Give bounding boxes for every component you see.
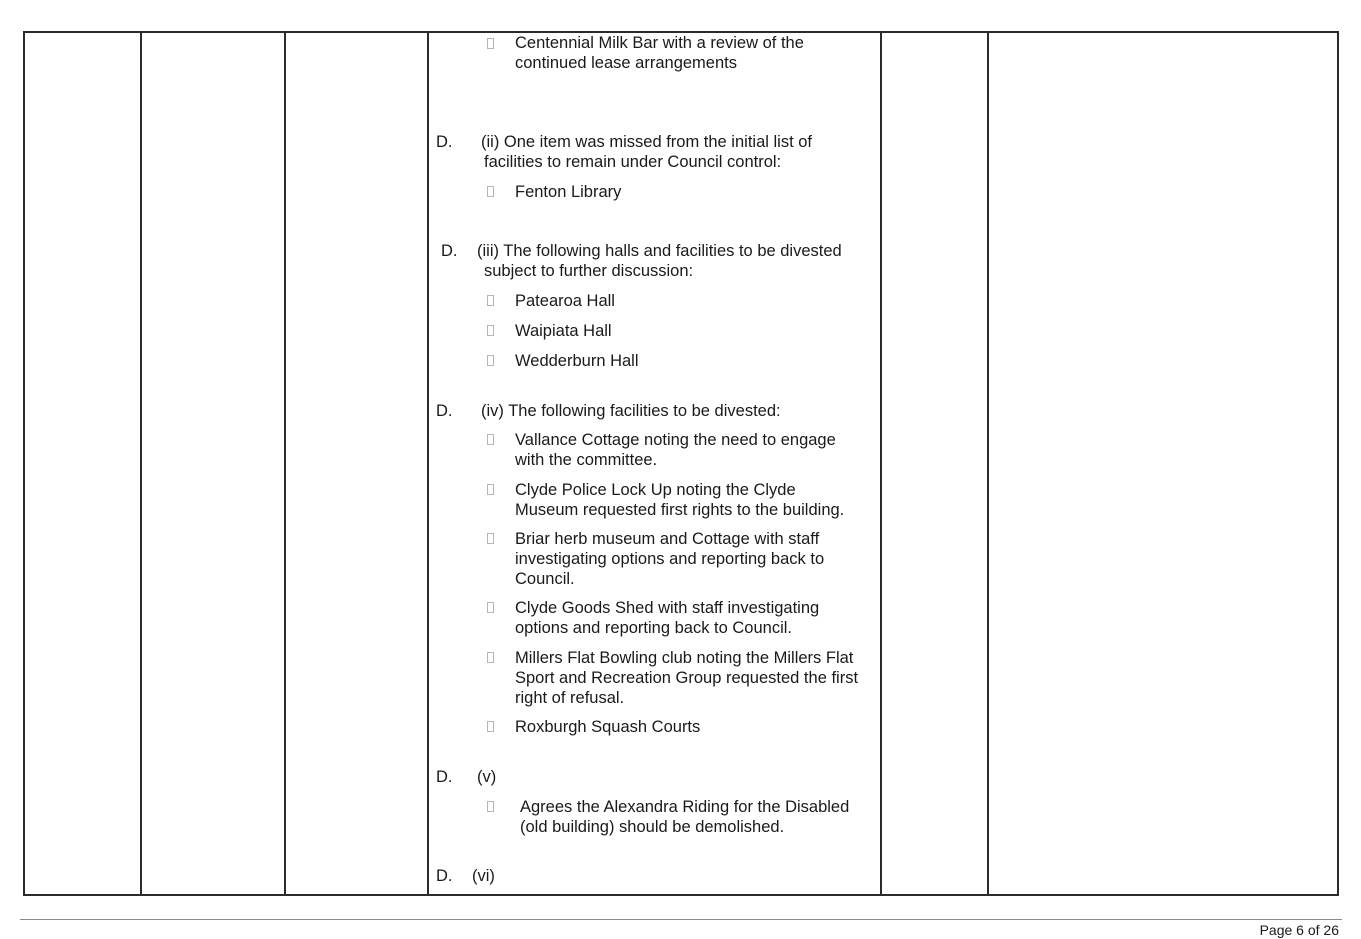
bullet-text: Briar herb museum and Cottage with staff [515,530,820,548]
bullet-text: continued lease arrangements [515,54,737,72]
bullet-text: Millers Flat Bowling club noting the Millers Flat [515,649,854,667]
section-marker: D. [436,768,453,786]
section-heading: (vi) [472,867,495,885]
section-heading: (iv) The following facilities to be divested: [481,402,781,420]
bullet-box-icon [487,652,494,663]
section-heading: (ii) One item was missed from the initial list of [481,133,813,151]
section-heading: (v) [477,768,497,786]
bullet-text: Patearoa Hall [515,292,615,310]
section-heading: (iii) The following halls and facilities to be divested [477,242,842,260]
bullet-text: Waipiata Hall [515,322,612,340]
bullet-box-icon [487,484,494,495]
bullet-text: investigating options and reporting back to [515,550,825,568]
bullet-box-icon [487,295,494,306]
bullet-text: with the committee. [515,451,658,469]
bullet-box-icon [487,721,494,732]
bullet-box-icon [487,38,494,49]
bullet-text: Roxburgh Squash Courts [515,718,701,736]
bullet-text: Agrees the Alexandra Riding for the Disabled [520,798,850,816]
bullet-text: Clyde Goods Shed with staff investigating [515,599,820,617]
bullet-text: Council. [515,570,575,588]
bullet-text: (old building) should be demolished. [520,818,785,836]
section-marker: D. [436,133,453,151]
bullet-text: options and reporting back to Council. [515,619,793,637]
bullet-text: Sport and Recreation Group requested the first [515,669,859,687]
section-heading: facilities to remain under Council control: [484,153,782,171]
bullet-box-icon [487,325,494,336]
bullet-box-icon [487,355,494,366]
bullet-text: Fenton Library [515,183,622,201]
page-number: Page 6 of 26 [1259,922,1339,938]
bullet-box-icon [487,533,494,544]
bullet-box-icon [487,801,494,812]
section-heading: subject to further discussion: [484,262,694,280]
bullet-text: Vallance Cottage noting the need to engage [515,431,836,449]
bullet-text: Centennial Milk Bar with a review of the [515,34,804,52]
bullet-text: right of refusal. [515,689,625,707]
bullet-box-icon [487,434,494,445]
section-marker: D. [436,402,453,420]
section-marker: D. [436,867,453,885]
section-marker: D. [441,242,458,260]
bullet-text: Wedderburn Hall [515,352,639,370]
bullet-box-icon [487,186,494,197]
bullet-box-icon [487,602,494,613]
bullet-text: Museum requested first rights to the building. [515,501,845,519]
bullet-text: Clyde Police Lock Up noting the Clyde [515,481,796,499]
footer-divider [20,919,1342,920]
